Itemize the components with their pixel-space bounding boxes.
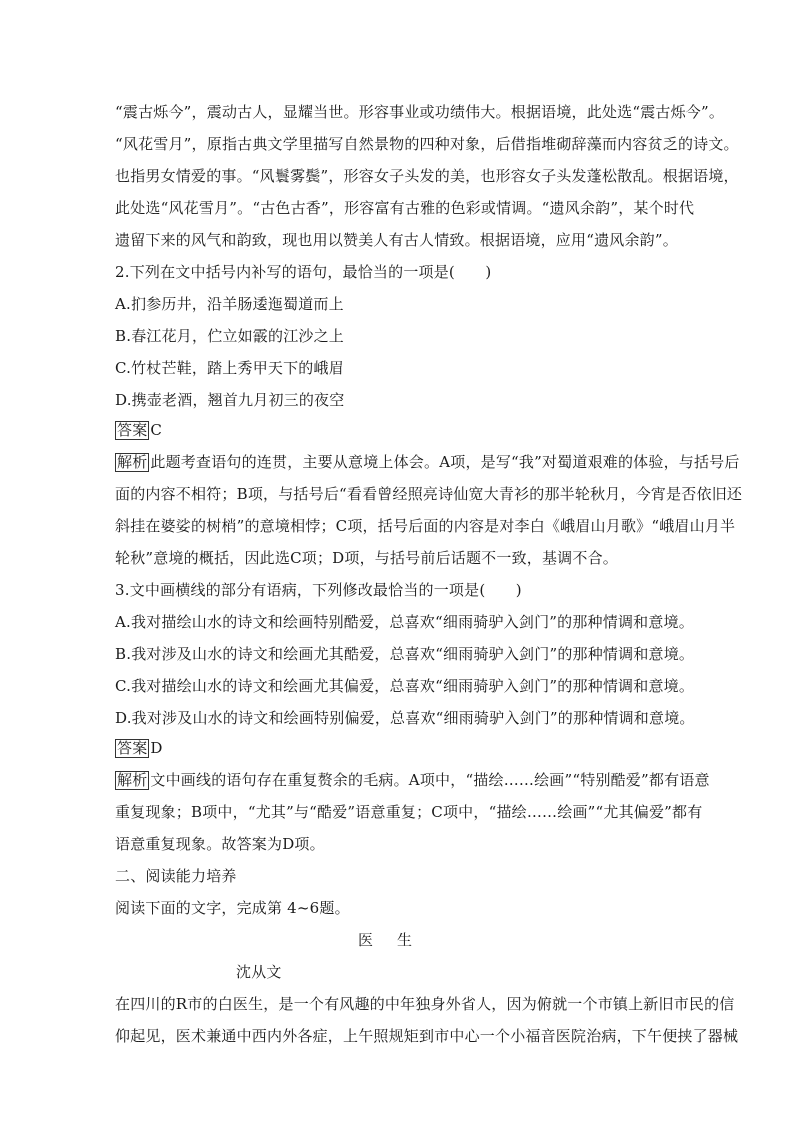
paragraph-line: 在四川的R市的白医生，是一个有风趣的中年独身外省人，因为俯就一个市镇上新旧市民的信 (115, 995, 735, 1013)
analysis-text: 文中画线的语句存在重复赘余的毛病。A项中，“描绘……绘画”“特别酷爱”都有语意 (150, 771, 710, 789)
answer-line (115, 738, 163, 758)
option-d: D.携壶老酒，翘首九月初三的夜空 (115, 391, 345, 409)
text-line: 遗留下来的风气和韵致，现也用以赞美人有古人情致。根据语境，应用“遗风余韵”。 (115, 231, 678, 249)
text-line: 轮秋”意境的概括，因此选C项；D项，与括号前后话题不一致，基调不合。 (115, 549, 618, 567)
option-d: D.我对涉及山水的诗文和绘画特别偏爱，总喜欢“细雨骑驴入剑门”的那种情调和意境。 (115, 709, 695, 727)
article-title (0, 930, 794, 950)
analysis-tag: 解析 (117, 771, 148, 789)
text-line: “风花雪月”，原指古典文学里描写自然景物的四种对象，后借指堆砌辞藻而内容贫乏的诗文。 (115, 135, 739, 153)
answer-line (115, 420, 162, 440)
text-line: 重复现象；B项中，“尤其”与“酷爱”语意重复；C项中，“描绘……绘画”“尤其偏爱”都有 (115, 803, 703, 821)
option-c: C.竹杖芒鞋，踏上秀甲天下的峨眉 (115, 359, 344, 377)
option-b: B.我对涉及山水的诗文和绘画尤其酷爱，总喜欢“细雨骑驴入剑门”的那种情调和意境。 (115, 645, 695, 663)
text-line: 斜挂在婆娑的树梢”的意境相悖；C项，括号后面的内容是对李白《峨眉山月歌》“峨眉山月半 (115, 517, 736, 535)
analysis-line (115, 770, 710, 790)
analysis-line (115, 452, 740, 472)
reading-instruction: 阅读下面的文字，完成第 4~6题。 (115, 899, 350, 917)
article-title-text: 医生 (357, 931, 436, 949)
option-a: A.我对描绘山水的诗文和绘画特别酷爱，总喜欢“细雨骑驴入剑门”的那种情调和意境。 (115, 613, 694, 631)
option-b: B.春江花月，伫立如霰的江沙之上 (115, 327, 344, 345)
option-a: A.扪参历井，沿羊肠逶迤蜀道而上 (115, 295, 344, 313)
answer-value: D (150, 739, 163, 757)
analysis-tag: 解析 (117, 453, 148, 471)
text-line: 语意重复现象。故答案为D项。 (115, 835, 325, 853)
text-line: 面的内容不相符；B项，与括号后“看看曾经照亮诗仙宽大青衫的那半轮秋月，今宵是否依旧还 (115, 485, 743, 503)
answer-value: C (150, 421, 163, 439)
text-line: 也指男女情爱的事。“风鬟雾鬓”，形容女子头发的美，也形容女子头发蓬松散乱。根据语境， (115, 167, 739, 185)
answer-tag: 答案 (117, 421, 148, 439)
text-line: “震古烁今”，震动古人，显耀当世。形容事业或功绩伟大。根据语境，此处选“震古烁今”。 (115, 103, 725, 121)
article-author: 沈从文 (236, 963, 282, 981)
text-line: 此处选“风花雪月”。“古色古香”，形容富有古雅的色彩或情调。“遗风余韵”，某个时代 (115, 199, 695, 217)
analysis-text: 此题考查语句的连贯，主要从意境上体会。A项，是写“我”对蜀道艰难的体验，与括号后 (150, 453, 740, 471)
question-3: 3.文中画横线的部分有语病，下列修改最恰当的一项是( ) (115, 581, 522, 599)
option-c: C.我对描绘山水的诗文和绘画尤其偏爱，总喜欢“细雨骑驴入剑门”的那种情调和意境。 (115, 677, 695, 695)
answer-tag: 答案 (117, 739, 148, 757)
question-2: 2.下列在文中括号内补写的语句，最恰当的一项是( ) (115, 263, 492, 281)
section-heading: 二、阅读能力培养 (115, 867, 237, 885)
paragraph-line: 仰起见，医术兼通中西内外各症，上午照规矩到市中心一个小福音医院治病，下午便挟了器械 (115, 1027, 739, 1045)
